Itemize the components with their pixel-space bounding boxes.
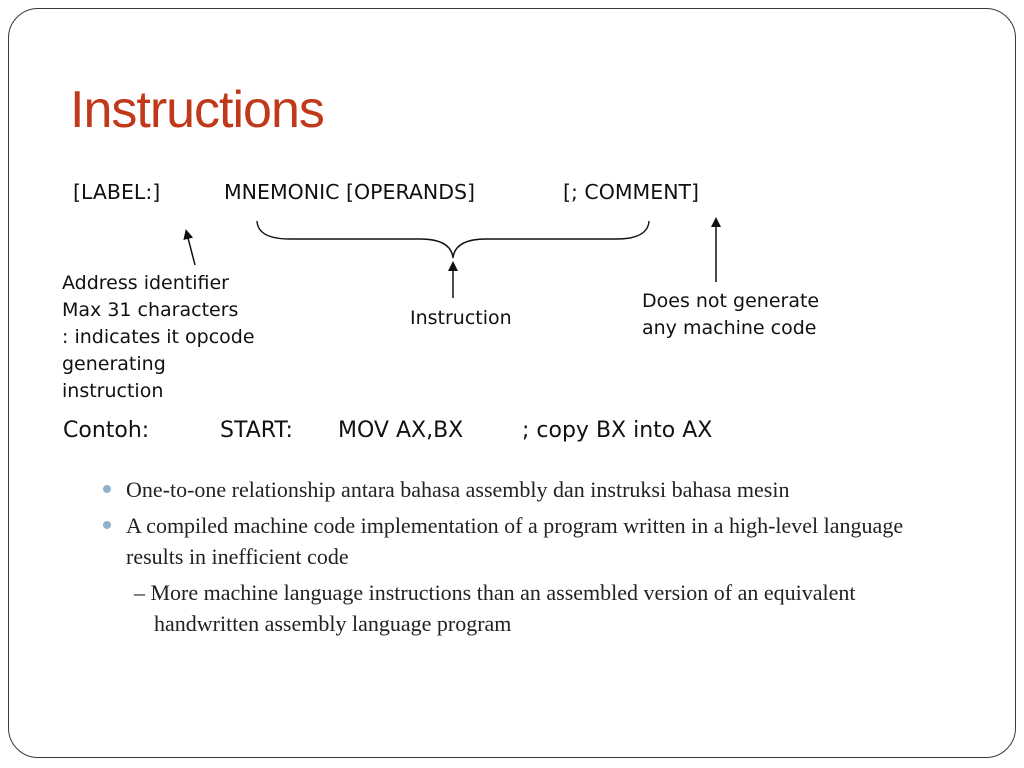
syntax-mnemonic-operands: MNEMONIC [OPERANDS] bbox=[224, 180, 476, 204]
instruction-brace bbox=[257, 221, 649, 258]
syntax-comment: [; COMMENT] bbox=[563, 180, 700, 204]
label-note-line: generating bbox=[62, 353, 166, 375]
comment-note-line: any machine code bbox=[642, 317, 817, 339]
bullet-dot-icon bbox=[103, 485, 111, 493]
bullet-item bbox=[103, 474, 963, 505]
label-note-line: Address identifier bbox=[62, 272, 229, 294]
bullet-dot-icon bbox=[103, 521, 111, 529]
example-comment: ; copy BX into AX bbox=[522, 418, 713, 443]
bullet-text: A compiled machine code implementation of a program written in a high-level language results in inefficient code bbox=[126, 513, 904, 569]
slide-title: Instructions bbox=[70, 81, 324, 139]
syntax-label: [LABEL:] bbox=[73, 180, 161, 204]
instruction-note: Instruction bbox=[410, 307, 512, 329]
example-code: MOV AX,BX bbox=[338, 418, 464, 443]
label-note-line: : indicates it opcode bbox=[62, 326, 255, 348]
comment-notes bbox=[642, 288, 819, 342]
comment-note-line: Does not generate bbox=[642, 290, 820, 312]
sub-bullet-item: – More machine language instructions than an assembled version of an equivalent handwritten assembly language program bbox=[134, 580, 856, 636]
example-prefix: Contoh: bbox=[63, 418, 150, 443]
label-note-line: instruction bbox=[62, 380, 164, 402]
bullet-item bbox=[103, 510, 963, 572]
label-arrow bbox=[187, 234, 195, 265]
label-note-line: Max 31 characters bbox=[62, 299, 239, 321]
bullet-list bbox=[103, 474, 963, 639]
bullet-text: One-to-one relationship antara bahasa assembly dan instruksi bahasa mesin bbox=[126, 477, 790, 502]
label-notes bbox=[62, 270, 255, 405]
example-label: START: bbox=[220, 418, 293, 443]
